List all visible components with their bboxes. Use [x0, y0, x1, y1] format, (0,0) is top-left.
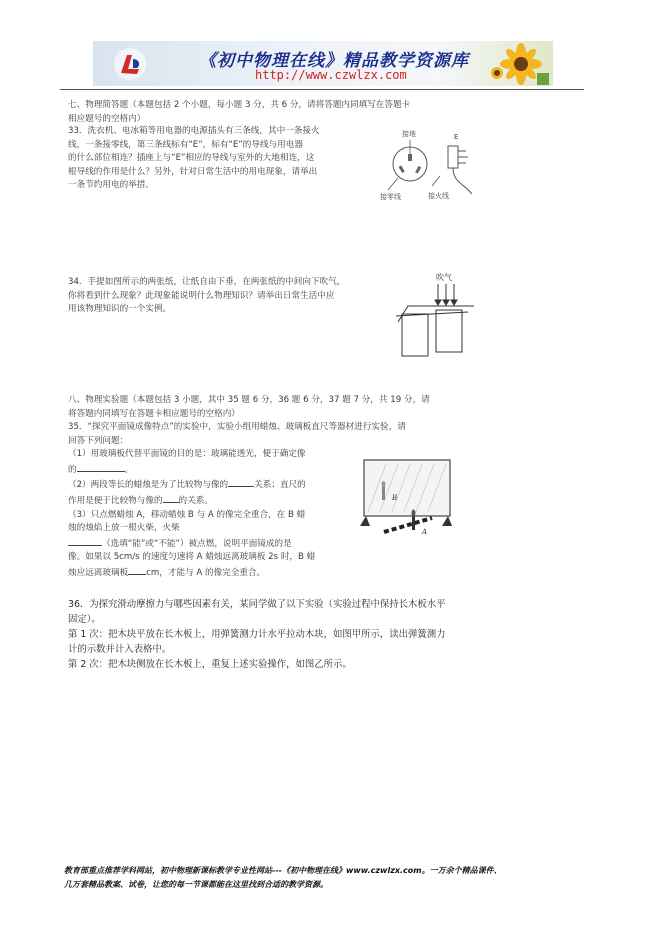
fig33-label-neutral: 接零线 [380, 193, 401, 201]
answer-blank[interactable] [163, 493, 179, 503]
q34-line: 你将看到什么现象？此现象能说明什么物理知识？请举出日常生活中应 [68, 290, 335, 301]
answer-blank[interactable] [68, 536, 102, 546]
mirror-candle-figure [356, 456, 458, 538]
paper-blow-figure [392, 268, 480, 360]
q36-line: 36．为探究滑动摩擦力与哪些因素有关，某同学做了以下实验（实验过程中保持长木板水平 [68, 599, 446, 610]
fig34-label: 吹气 [436, 273, 452, 282]
q34-line: 用该物理知识的一个实例。 [68, 304, 172, 315]
question-36 [68, 597, 446, 672]
q33-line: 根导线的作用是什么？另外，针对日常生活中的用电现象，请举出 [68, 166, 318, 177]
header-rule [60, 89, 584, 90]
answer-blank[interactable] [228, 477, 254, 487]
q33-line: 线，一条接零线，第三条线标有“E”，标有“E”的导线与用电器 [68, 139, 303, 150]
q35-p2-line2: 作用是便于比较物与像的 的关系。 [68, 493, 406, 509]
q33-line: 33．洗衣机、电冰箱等用电器的电源插头有三条线，其中一条接火 [68, 126, 320, 136]
question-34 [68, 276, 345, 317]
plug-socket-figure [378, 126, 480, 202]
section8-heading [68, 394, 430, 421]
fig33-label-e: E [454, 133, 459, 141]
q33-line: 的什么部位相连？插座上与“E”相应的导线与室外的大地相连，这 [68, 153, 315, 164]
header-banner [93, 41, 553, 86]
q35-p1-line2: 的 。 [68, 462, 406, 478]
fig33-label-live: 接火线 [428, 192, 449, 200]
answer-blank[interactable] [128, 565, 146, 575]
q36-line: 第 1 次：把木块平放在长木板上，用弹簧测力计水平拉动木块，如图甲所示，读出弹簧测力 [68, 629, 446, 640]
section7-heading [68, 99, 410, 126]
page-footer [64, 864, 604, 892]
q33-line: 一条节约用电的举措。 [68, 180, 154, 191]
q35-p3-line2: 烛的烛焰上放一根火柴，火柴 [68, 523, 180, 534]
q35-p2-line1: （2）两段等长的蜡烛是为了比较物与像的 关系；直尺的 [68, 477, 406, 493]
candle-b-label: B [392, 494, 398, 502]
q35-p3-line3: （选填“能”或“不能”）被点燃，说明平面镜成的是 [68, 536, 406, 552]
footer-line: 教育部重点推荐学科网站，初中物理新课标教学专业性网站---《初中物理在线》www.czwlzx.com。一万余个精品课件、 [64, 866, 502, 875]
section7-heading-line: 七、物理简答题（本题包括 2 个小题，每小题 3 分，共 6 分，请将答题内同填写在答题卡 [68, 100, 411, 110]
q36-line: 第 2 次：把木块侧放在长木板上，重复上述实验操作，如图乙所示。 [68, 659, 352, 670]
section8-heading-line: 八、物理实验题（本题包括 3 小题，其中 35 题 6 分，36 题 6 分，37 题 7 分，共 19 分，请 [68, 395, 430, 405]
banner-url[interactable]: http://www.czwlzx.com [255, 68, 407, 82]
site-logo-icon [113, 47, 147, 81]
fig33-label-top: 接地 [402, 130, 416, 138]
question-33 [68, 125, 320, 193]
section7-heading-line: 相应题号的空格内） [68, 113, 146, 124]
section8-heading-line: 将答题内同填写在答题卡相应题号的空格内） [68, 408, 240, 419]
q35-intro-line: 35．“探究平面镜成像特点”的实验中，实验小组用蜡烛、玻璃板直尺等器材进行实验，请 [68, 422, 406, 432]
q35-p1-line1: （1）用玻璃板代替平面镜的目的是：玻璃能透光，便于确定像 [68, 449, 306, 460]
q36-line: 计的示数并计入表格中。 [68, 644, 172, 655]
banner-title: 《初中物理在线》精品教学资源库 [199, 51, 469, 71]
q35-p3-line1: （3）只点燃蜡烛 A，移动蜡烛 B 与 A 的像完全重合，在 B 蜡 [68, 509, 306, 520]
q36-line: 固定）。 [68, 614, 101, 625]
footer-line: 几万套精品教案、试卷，让您的每一节课都能在这里找到合适的教学资源。 [64, 880, 328, 889]
sunflower-icon [485, 43, 549, 85]
candle-a-label: A [422, 528, 428, 536]
q35-p3-line4: 像。如果以 5cm/s 的速度匀速将 A 蜡烛远离玻璃板 2s 时，B 蜡 [68, 552, 316, 563]
q35-p3-line5: 烛应远离玻璃板 cm，才能与 A 的像完全重合。 [68, 565, 406, 581]
q35-intro-line: 回答下列问题： [68, 435, 129, 446]
q34-line: 34．手提如图所示的两张纸，让纸自由下垂，在两张纸的中间向下吹气， [68, 277, 346, 287]
answer-blank[interactable] [77, 462, 125, 472]
